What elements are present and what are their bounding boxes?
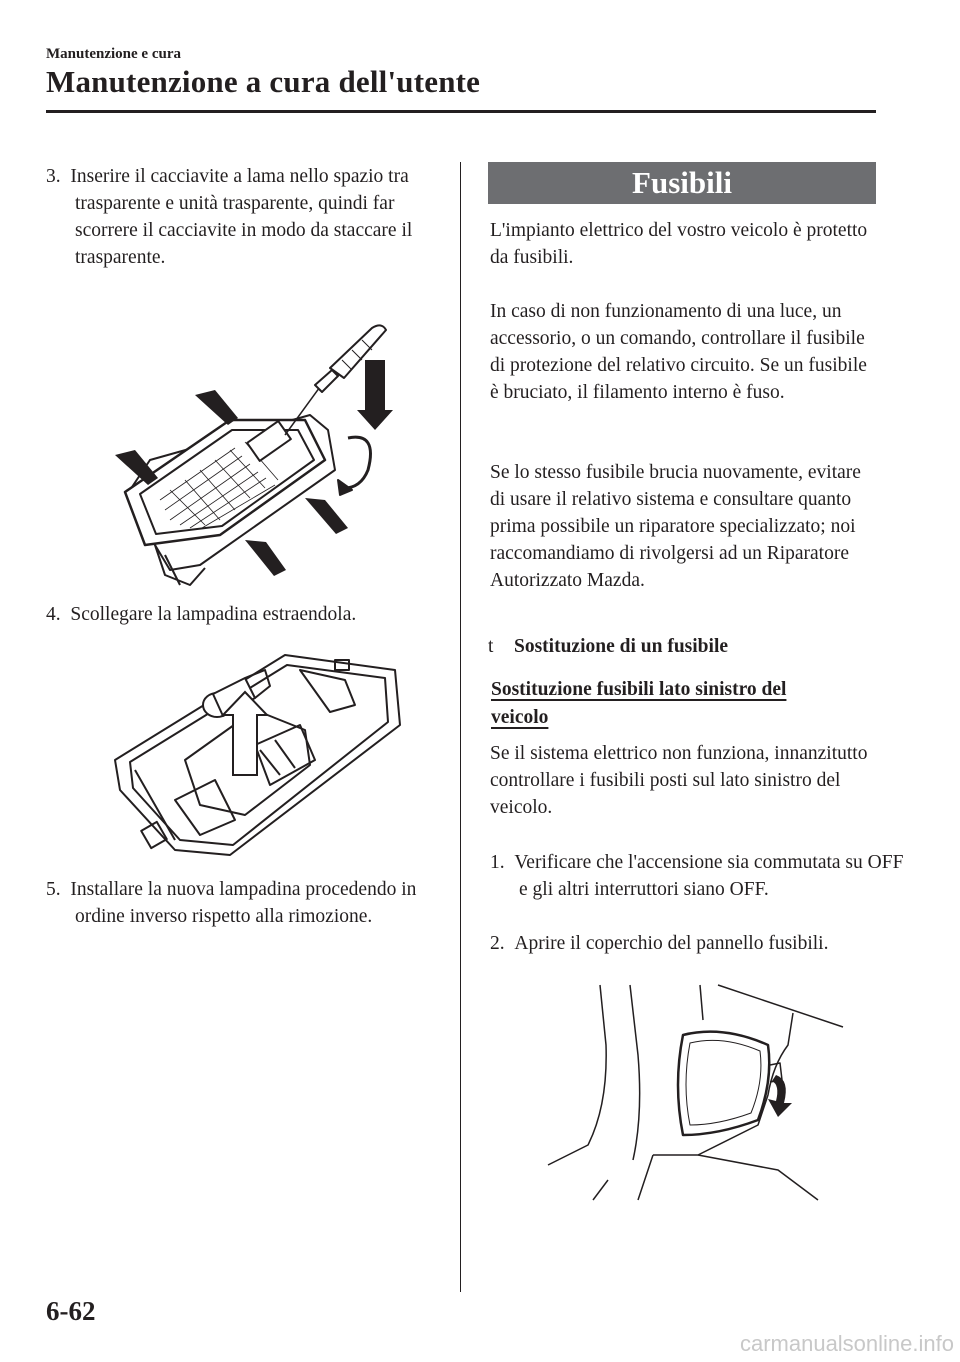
paragraph-left-fuses: Se il sistema elettrico non funziona, innanzitutto controllare i fusibili posti sul lato sinistro del veicolo.	[490, 743, 868, 818]
page-number: 6-62	[46, 1296, 96, 1326]
paragraph-fuse-check: In caso di non funzionamento di una luce, un accessorio, o un comando, controllare il fusibile di protezione del relativo circuito. Se un fusibile è bruciato, il filamento interno è fuso.	[490, 301, 867, 403]
breadcrumb: Manutenzione e cura	[46, 46, 181, 62]
header-rule	[46, 110, 876, 113]
subsection-heading	[488, 633, 728, 660]
watermark-text: carmanualsonline.info	[739, 1331, 954, 1356]
bulb-removal-illustration	[105, 650, 405, 865]
paragraph-fuses-intro: L'impianto elettrico del vostro veicolo è protetto da fusibili.	[490, 220, 868, 268]
page-title: Manutenzione a cura dell'utente	[46, 64, 481, 99]
step-5-text: 5. Installare la nuova lampadina procedendo in ordine inverso rispetto alla rimozione.	[46, 879, 417, 927]
paragraph-fuse-repeat: Se lo stesso fusibile brucia nuovamente, evitare di usare il relativo sistema e consultare quanto prima possibile un riparatore specializzato; noi raccomandiamo di rivolgersi ad un Riparatore Autorizzato Mazda.	[490, 462, 861, 591]
subsection-title: Sostituzione di un fusibile	[514, 636, 729, 657]
section-header-fusibili: Fusibili	[488, 162, 876, 204]
column-divider	[460, 162, 461, 1292]
subsubsection-heading: Sostituzione fusibili lato sinistro del veicolo	[491, 679, 787, 728]
step-4-text: 4. Scollegare la lampadina estraendola.	[46, 604, 357, 625]
subsection-bullet: t	[488, 636, 494, 657]
step-2-text: 2. Aprire il coperchio del pannello fusibili.	[490, 933, 829, 954]
step-1-text: 1. Verificare che l'accensione sia commutata su OFF e gli altri interruttori siano OFF.	[490, 852, 904, 900]
step-3-text: 3. Inserire il cacciavite a lama nello spazio tra trasparente e unità trasparente, quindi far scorrere il cacciavite in modo da staccare il trasparente.	[46, 166, 413, 268]
screwdriver-lens-removal-illustration	[110, 320, 410, 590]
fuse-panel-cover-illustration	[548, 985, 848, 1210]
